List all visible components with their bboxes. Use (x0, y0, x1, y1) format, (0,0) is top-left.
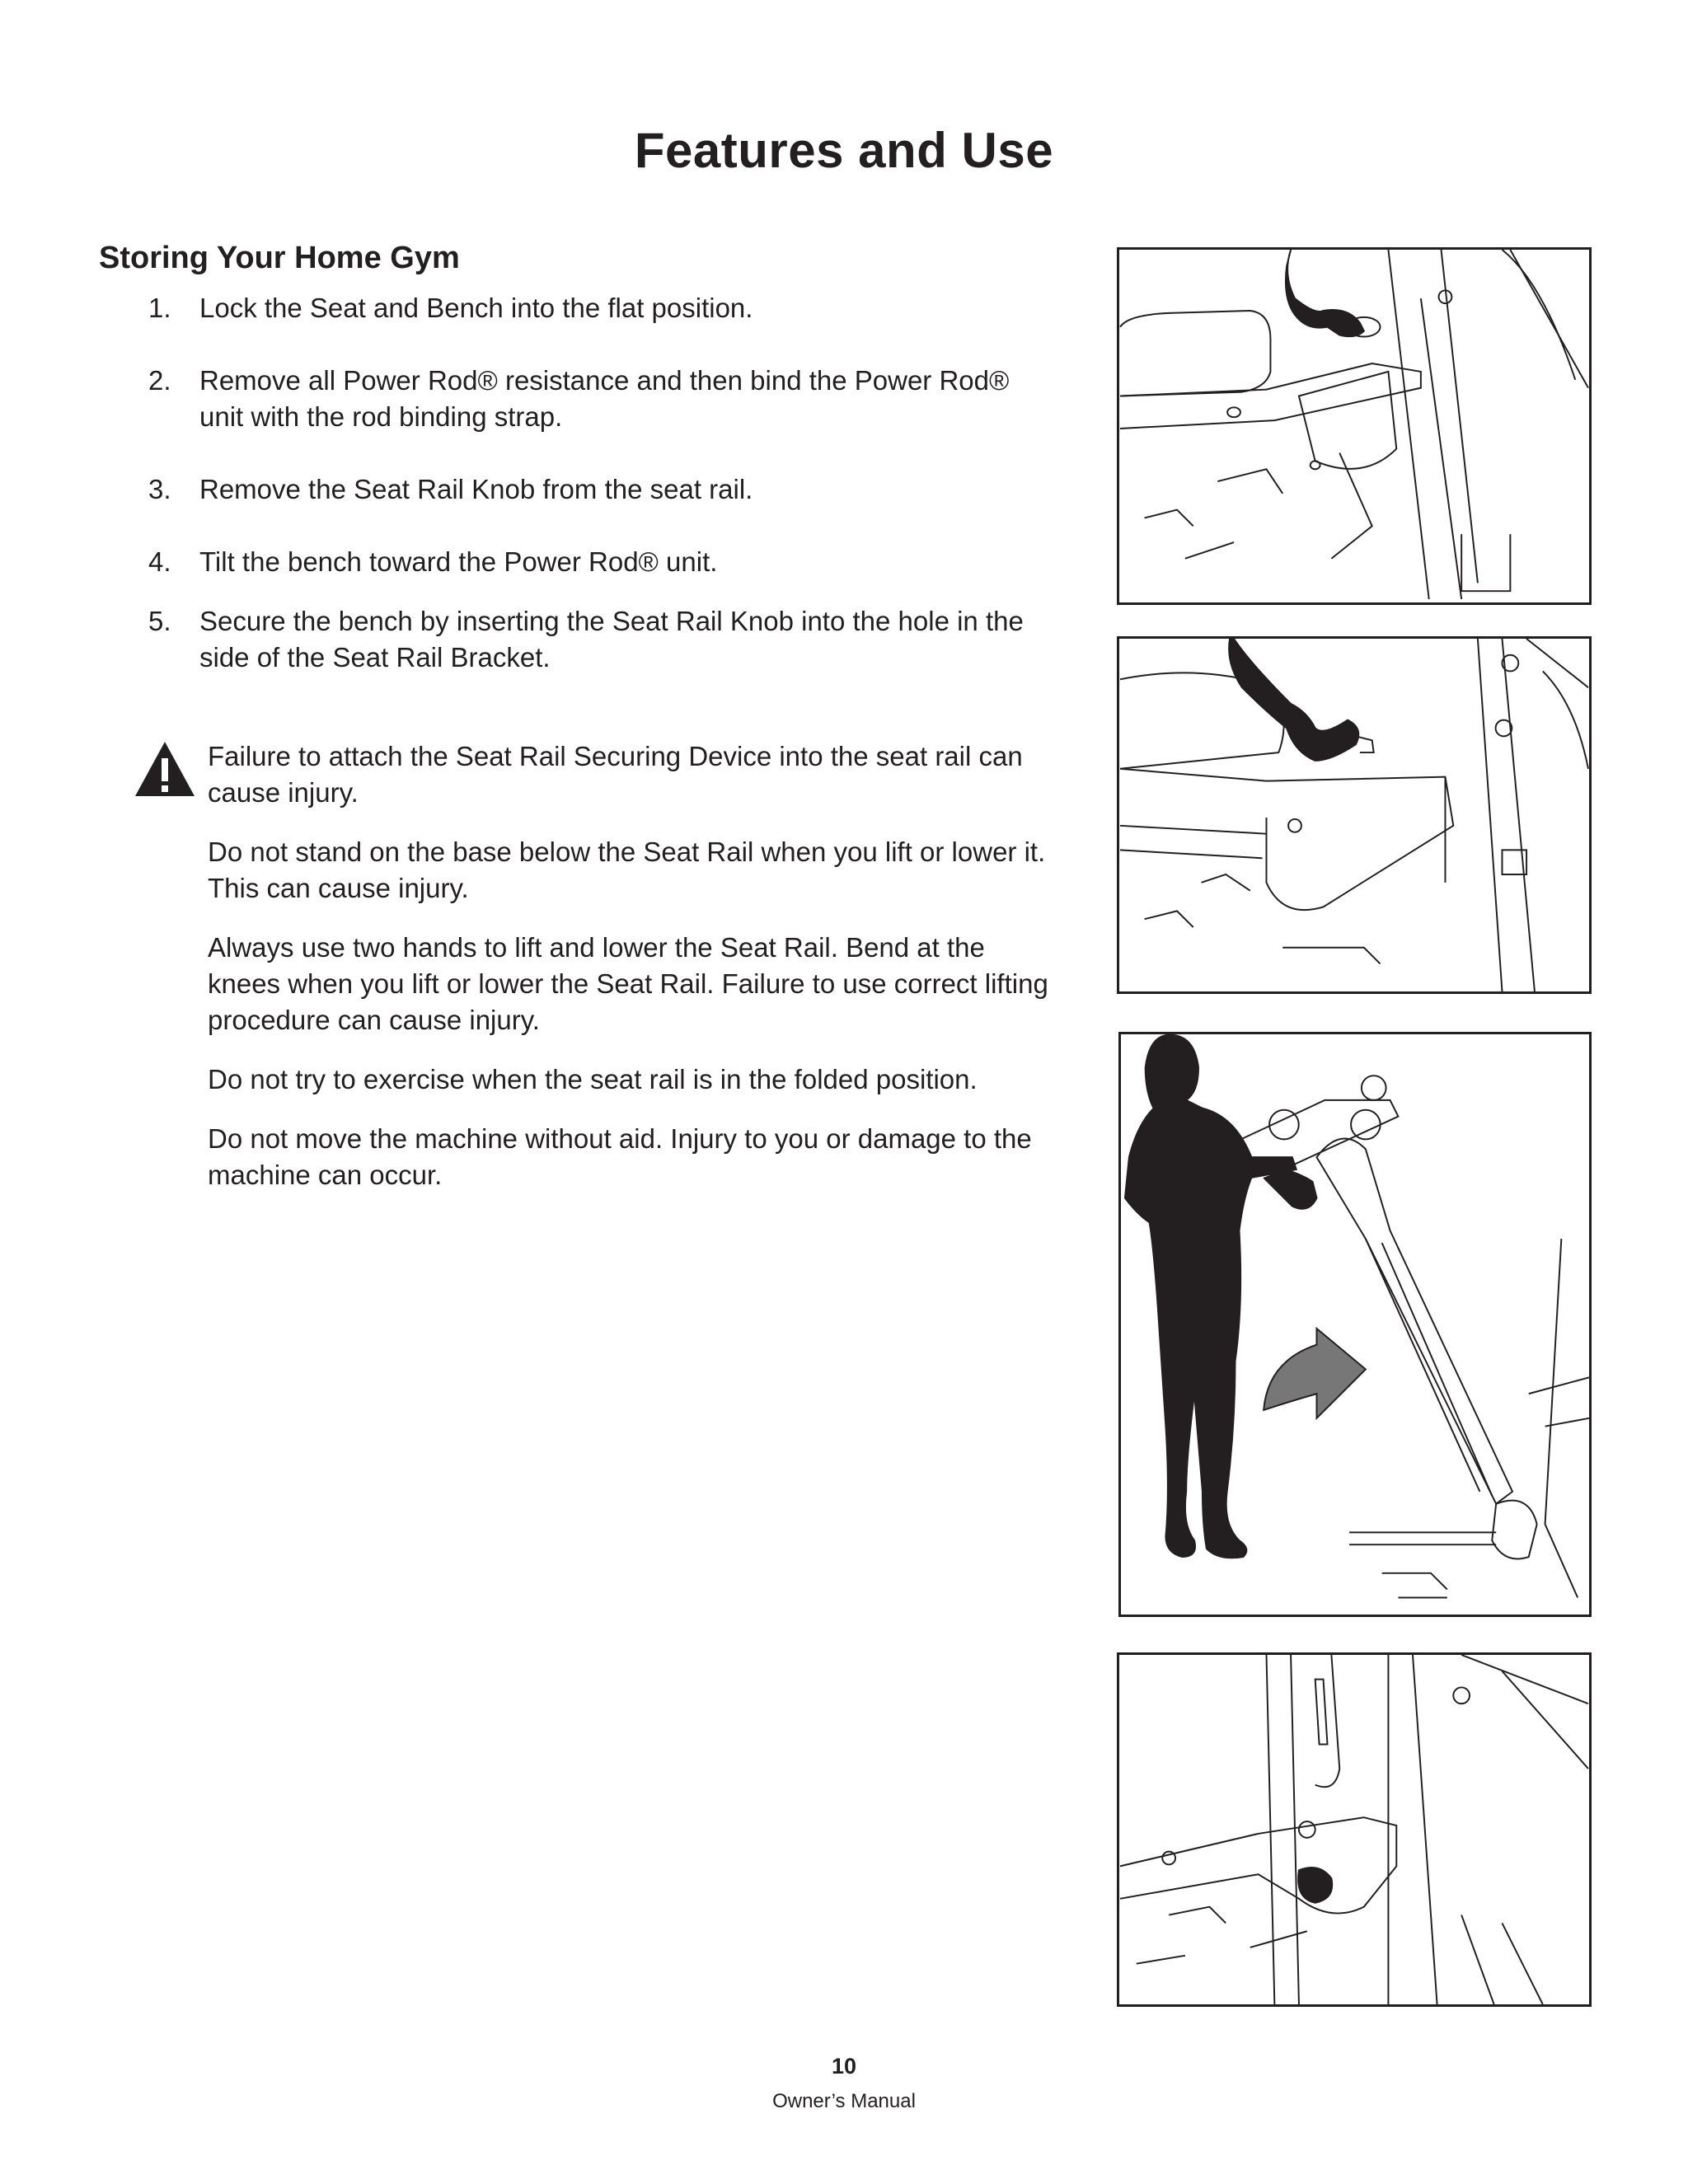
figure-insert-knob (1117, 636, 1592, 994)
warnings-list (208, 738, 1065, 1216)
footer-label: Owner’s Manual (772, 2090, 916, 2112)
warning-text: Failure to attach the Seat Rail Securing Device into the seat rail can cause injury. (208, 741, 1023, 808)
step-number: 2. (148, 365, 171, 396)
seat-lock-illustration (1119, 250, 1589, 602)
page-title: Features and Use (634, 123, 1054, 178)
figure-stored-position (1117, 1652, 1592, 2007)
page-number: 10 (831, 2054, 857, 2079)
step-text: Secure the bench by inserting the Seat Rail Knob into the hole in the side of the Seat Rail Bracket. (199, 606, 1024, 673)
figure-lock-seat (1117, 247, 1592, 605)
knob-insert-illustration (1119, 639, 1589, 991)
lift-rail-illustration (1121, 1034, 1589, 1615)
stored-position-illustration (1119, 1655, 1589, 2004)
warning-triangle-icon (134, 740, 196, 798)
step-number: 5. (148, 606, 171, 636)
step-text: Lock the Seat and Bench into the flat position. (199, 293, 753, 323)
step-text: Remove the Seat Rail Knob from the seat rail. (199, 474, 753, 504)
section-heading: Storing Your Home Gym (99, 241, 460, 275)
warning-text: Do not move the machine without aid. Injury to you or damage to the machine can occur. (208, 1123, 1032, 1190)
warning-text: Do not try to exercise when the seat rail is in the folded position. (208, 1064, 978, 1094)
step-text: Remove all Power Rod® resistance and then bind the Power Rod® unit with the rod binding strap. (199, 365, 1010, 432)
step-number: 1. (148, 293, 171, 323)
warning-text: Always use two hands to lift and lower the Seat Rail. Bend at the knees when you lift or lower the Seat Rail. Failure to use correct lifting procedure can cause injury. (208, 932, 1048, 1035)
step-number: 4. (148, 546, 171, 577)
step-number: 3. (148, 474, 171, 504)
warning-text: Do not stand on the base below the Seat Rail when you lift or lower it. This can cause injury. (208, 837, 1046, 903)
figure-lift-rail (1118, 1032, 1592, 1617)
step-text: Tilt the bench toward the Power Rod® unit. (199, 546, 718, 577)
